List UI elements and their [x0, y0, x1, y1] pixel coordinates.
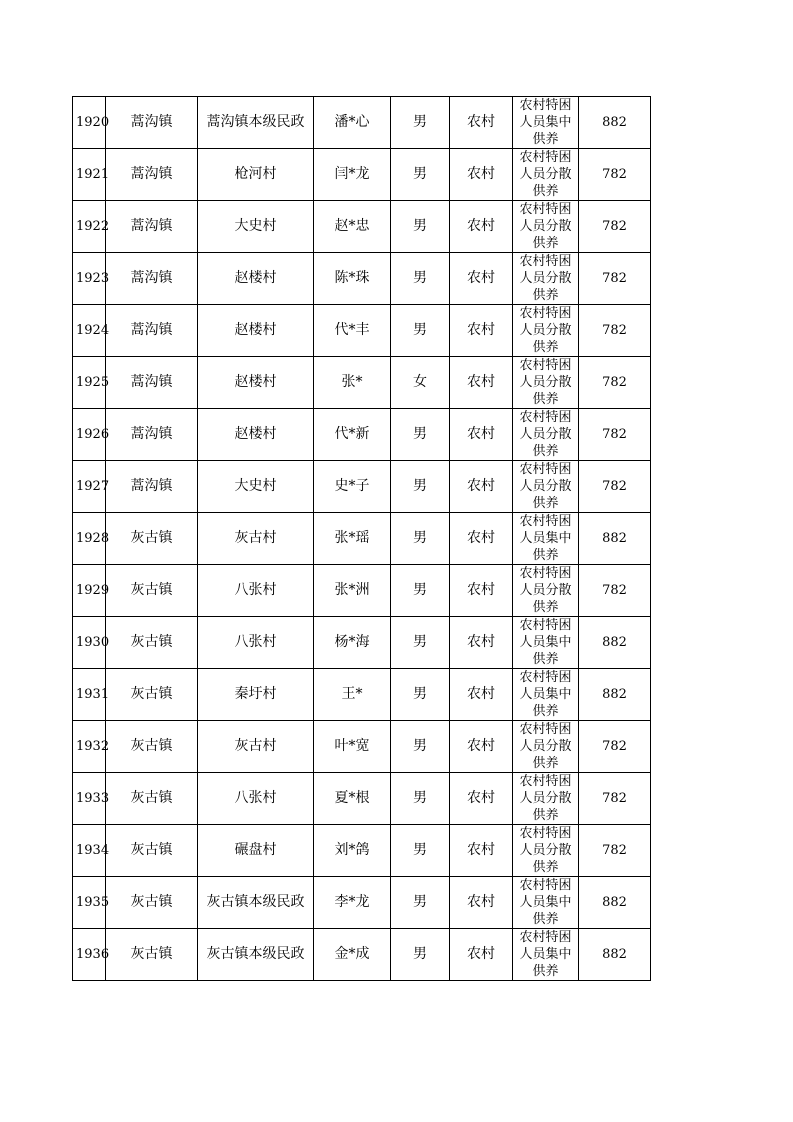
support-type-cell: [513, 721, 579, 773]
support-type-text: [513, 721, 578, 772]
support-type-line: 供养: [532, 184, 559, 199]
support-type-text: [513, 253, 578, 304]
area-type-cell: 农村: [450, 201, 513, 253]
village-cell: 秦圩村: [198, 669, 314, 721]
person-name-cell: 代*丰: [314, 305, 391, 357]
area-type-cell: 农村: [450, 877, 513, 929]
town-cell: 灰古镇: [106, 825, 198, 877]
town-cell: 灰古镇: [106, 929, 198, 981]
village-cell: 赵楼村: [198, 357, 314, 409]
support-type-line: 供养: [532, 964, 559, 979]
support-type-line: 人员分散: [519, 323, 572, 338]
area-type-cell: 农村: [450, 97, 513, 149]
support-type-text: [513, 97, 578, 148]
person-name-cell: 杨*海: [314, 617, 391, 669]
support-type-line: 人员集中: [519, 687, 572, 702]
person-name-cell: 代*新: [314, 409, 391, 461]
amount-cell: 882: [579, 617, 651, 669]
support-type-line: 供养: [532, 756, 559, 771]
town-cell: 灰古镇: [106, 565, 198, 617]
support-type-line: 农村特困: [519, 930, 572, 945]
support-type-line: 供养: [532, 496, 559, 511]
support-type-line: 农村特困: [519, 722, 572, 737]
town-cell: 灰古镇: [106, 513, 198, 565]
support-type-line: 供养: [532, 288, 559, 303]
row-number-cell: 1928: [73, 513, 106, 565]
row-number-cell: 1926: [73, 409, 106, 461]
table-row: [73, 357, 651, 409]
area-type-cell: 农村: [450, 565, 513, 617]
person-name-cell: 潘*心: [314, 97, 391, 149]
support-type-line: 人员集中: [519, 115, 572, 130]
gender-cell: 男: [391, 721, 450, 773]
town-cell: 蒿沟镇: [106, 305, 198, 357]
row-number-cell: 1932: [73, 721, 106, 773]
gender-cell: 女: [391, 357, 450, 409]
support-type-text: [513, 565, 578, 616]
support-type-cell: [513, 825, 579, 877]
gender-cell: 男: [391, 201, 450, 253]
table-row: [73, 773, 651, 825]
gender-cell: 男: [391, 97, 450, 149]
amount-cell: 782: [579, 357, 651, 409]
support-type-text: [513, 773, 578, 824]
village-cell: 大史村: [198, 461, 314, 513]
town-cell: 蒿沟镇: [106, 409, 198, 461]
village-cell: 赵楼村: [198, 253, 314, 305]
support-type-text: [513, 357, 578, 408]
town-cell: 蒿沟镇: [106, 461, 198, 513]
support-type-text: [513, 617, 578, 668]
support-type-line: 人员分散: [519, 271, 572, 286]
support-type-cell: [513, 565, 579, 617]
support-type-line: 农村特困: [519, 150, 572, 165]
gender-cell: 男: [391, 409, 450, 461]
person-name-cell: 王*: [314, 669, 391, 721]
amount-cell: 882: [579, 97, 651, 149]
support-type-line: 人员分散: [519, 479, 572, 494]
support-type-text: [513, 305, 578, 356]
support-type-line: 供养: [532, 132, 559, 147]
person-name-cell: 叶*宽: [314, 721, 391, 773]
amount-cell: 882: [579, 669, 651, 721]
table-row: [73, 877, 651, 929]
gender-cell: 男: [391, 513, 450, 565]
support-type-line: 人员分散: [519, 427, 572, 442]
row-number-cell: 1930: [73, 617, 106, 669]
gender-cell: 男: [391, 461, 450, 513]
amount-cell: 882: [579, 929, 651, 981]
person-name-cell: 赵*忠: [314, 201, 391, 253]
row-number-cell: 1923: [73, 253, 106, 305]
support-type-line: 人员集中: [519, 947, 572, 962]
support-type-line: 供养: [532, 236, 559, 251]
table-row: [73, 461, 651, 513]
gender-cell: 男: [391, 773, 450, 825]
support-type-line: 人员分散: [519, 583, 572, 598]
support-type-line: 农村特困: [519, 202, 572, 217]
support-type-text: [513, 929, 578, 980]
person-name-cell: 史*子: [314, 461, 391, 513]
support-type-cell: [513, 929, 579, 981]
support-type-line: 农村特困: [519, 670, 572, 685]
support-type-line: 农村特困: [519, 826, 572, 841]
support-type-cell: [513, 305, 579, 357]
amount-cell: 782: [579, 773, 651, 825]
support-type-line: 供养: [532, 808, 559, 823]
village-cell: 赵楼村: [198, 409, 314, 461]
row-number-cell: 1929: [73, 565, 106, 617]
support-type-cell: [513, 461, 579, 513]
table-row: [73, 253, 651, 305]
support-type-line: 供养: [532, 600, 559, 615]
area-type-cell: 农村: [450, 825, 513, 877]
town-cell: 蒿沟镇: [106, 357, 198, 409]
gender-cell: 男: [391, 253, 450, 305]
village-cell: 灰古镇本级民政: [198, 929, 314, 981]
table-row: [73, 149, 651, 201]
support-type-cell: [513, 669, 579, 721]
area-type-cell: 农村: [450, 669, 513, 721]
support-type-line: 人员分散: [519, 791, 572, 806]
area-type-cell: 农村: [450, 149, 513, 201]
row-number-cell: 1927: [73, 461, 106, 513]
support-type-cell: [513, 773, 579, 825]
town-cell: 灰古镇: [106, 721, 198, 773]
amount-cell: 882: [579, 513, 651, 565]
person-name-cell: 金*成: [314, 929, 391, 981]
support-type-text: [513, 825, 578, 876]
support-type-text: [513, 201, 578, 252]
town-cell: 蒿沟镇: [106, 201, 198, 253]
row-number-cell: 1922: [73, 201, 106, 253]
support-type-line: 人员分散: [519, 167, 572, 182]
support-type-line: 农村特困: [519, 514, 572, 529]
support-type-line: 人员集中: [519, 635, 572, 650]
support-type-cell: [513, 357, 579, 409]
row-number-cell: 1936: [73, 929, 106, 981]
village-cell: 碾盘村: [198, 825, 314, 877]
support-type-line: 人员集中: [519, 531, 572, 546]
gender-cell: 男: [391, 669, 450, 721]
village-cell: 灰古镇本级民政: [198, 877, 314, 929]
gender-cell: 男: [391, 825, 450, 877]
town-cell: 灰古镇: [106, 773, 198, 825]
amount-cell: 782: [579, 565, 651, 617]
support-type-line: 农村特困: [519, 358, 572, 373]
support-type-line: 农村特困: [519, 306, 572, 321]
gender-cell: 男: [391, 305, 450, 357]
support-type-line: 供养: [532, 392, 559, 407]
village-cell: 赵楼村: [198, 305, 314, 357]
support-type-text: [513, 513, 578, 564]
town-cell: 蒿沟镇: [106, 149, 198, 201]
gender-cell: 男: [391, 877, 450, 929]
table-row: [73, 721, 651, 773]
person-name-cell: 张*瑶: [314, 513, 391, 565]
support-type-line: 农村特困: [519, 566, 572, 581]
gender-cell: 男: [391, 929, 450, 981]
table-row: [73, 305, 651, 357]
support-type-cell: [513, 617, 579, 669]
area-type-cell: 农村: [450, 461, 513, 513]
amount-cell: 782: [579, 201, 651, 253]
support-type-line: 供养: [532, 548, 559, 563]
support-type-line: 农村特困: [519, 410, 572, 425]
person-name-cell: 夏*根: [314, 773, 391, 825]
village-cell: 八张村: [198, 773, 314, 825]
area-type-cell: 农村: [450, 617, 513, 669]
village-cell: 灰古村: [198, 721, 314, 773]
table-row: [73, 669, 651, 721]
gender-cell: 男: [391, 565, 450, 617]
support-type-text: [513, 669, 578, 720]
support-type-line: 人员分散: [519, 219, 572, 234]
support-type-line: 供养: [532, 340, 559, 355]
village-cell: 大史村: [198, 201, 314, 253]
row-number-cell: 1921: [73, 149, 106, 201]
town-cell: 蒿沟镇: [106, 97, 198, 149]
table-row: [73, 929, 651, 981]
support-type-line: 农村特困: [519, 254, 572, 269]
support-type-line: 供养: [532, 912, 559, 927]
area-type-cell: 农村: [450, 773, 513, 825]
support-type-cell: [513, 149, 579, 201]
row-number-cell: 1931: [73, 669, 106, 721]
village-cell: 八张村: [198, 617, 314, 669]
person-name-cell: 刘*鸽: [314, 825, 391, 877]
table-row: [73, 513, 651, 565]
area-type-cell: 农村: [450, 409, 513, 461]
support-type-line: 人员分散: [519, 375, 572, 390]
amount-cell: 882: [579, 877, 651, 929]
person-name-cell: 闫*龙: [314, 149, 391, 201]
support-type-line: 供养: [532, 652, 559, 667]
table-row: [73, 409, 651, 461]
support-type-line: 供养: [532, 444, 559, 459]
table-row: [73, 565, 651, 617]
area-type-cell: 农村: [450, 929, 513, 981]
amount-cell: 782: [579, 409, 651, 461]
support-type-line: 供养: [532, 704, 559, 719]
town-cell: 灰古镇: [106, 669, 198, 721]
support-type-text: [513, 409, 578, 460]
town-cell: 灰古镇: [106, 877, 198, 929]
support-type-line: 农村特困: [519, 878, 572, 893]
support-type-cell: [513, 201, 579, 253]
town-cell: 蒿沟镇: [106, 253, 198, 305]
support-type-line: 人员分散: [519, 843, 572, 858]
row-number-cell: 1935: [73, 877, 106, 929]
village-cell: 蒿沟镇本级民政: [198, 97, 314, 149]
town-cell: 灰古镇: [106, 617, 198, 669]
person-name-cell: 李*龙: [314, 877, 391, 929]
row-number-cell: 1933: [73, 773, 106, 825]
gender-cell: 男: [391, 617, 450, 669]
support-type-line: 人员集中: [519, 895, 572, 910]
support-type-line: 农村特困: [519, 774, 572, 789]
person-name-cell: 陈*珠: [314, 253, 391, 305]
person-name-cell: 张*洲: [314, 565, 391, 617]
row-number-cell: 1924: [73, 305, 106, 357]
gender-cell: 男: [391, 149, 450, 201]
support-type-cell: [513, 97, 579, 149]
support-type-line: 农村特困: [519, 618, 572, 633]
support-type-text: [513, 149, 578, 200]
table-row: [73, 201, 651, 253]
area-type-cell: 农村: [450, 357, 513, 409]
support-type-cell: [513, 877, 579, 929]
amount-cell: 782: [579, 149, 651, 201]
person-name-cell: 张*: [314, 357, 391, 409]
amount-cell: 782: [579, 253, 651, 305]
area-type-cell: 农村: [450, 305, 513, 357]
support-type-text: [513, 461, 578, 512]
amount-cell: 782: [579, 721, 651, 773]
support-type-cell: [513, 253, 579, 305]
area-type-cell: 农村: [450, 513, 513, 565]
support-type-text: [513, 877, 578, 928]
village-cell: 灰古村: [198, 513, 314, 565]
amount-cell: 782: [579, 305, 651, 357]
table-row: [73, 825, 651, 877]
roster-body: [73, 97, 651, 981]
support-type-line: 农村特困: [519, 462, 572, 477]
amount-cell: 782: [579, 825, 651, 877]
support-type-line: 供养: [532, 860, 559, 875]
table-row: [73, 97, 651, 149]
village-cell: 八张村: [198, 565, 314, 617]
roster-table: [72, 96, 651, 981]
support-type-line: 农村特困: [519, 98, 572, 113]
area-type-cell: 农村: [450, 721, 513, 773]
support-type-cell: [513, 409, 579, 461]
village-cell: 枪河村: [198, 149, 314, 201]
table-row: [73, 617, 651, 669]
amount-cell: 782: [579, 461, 651, 513]
area-type-cell: 农村: [450, 253, 513, 305]
row-number-cell: 1920: [73, 97, 106, 149]
row-number-cell: 1934: [73, 825, 106, 877]
support-type-line: 人员分散: [519, 739, 572, 754]
row-number-cell: 1925: [73, 357, 106, 409]
support-type-cell: [513, 513, 579, 565]
